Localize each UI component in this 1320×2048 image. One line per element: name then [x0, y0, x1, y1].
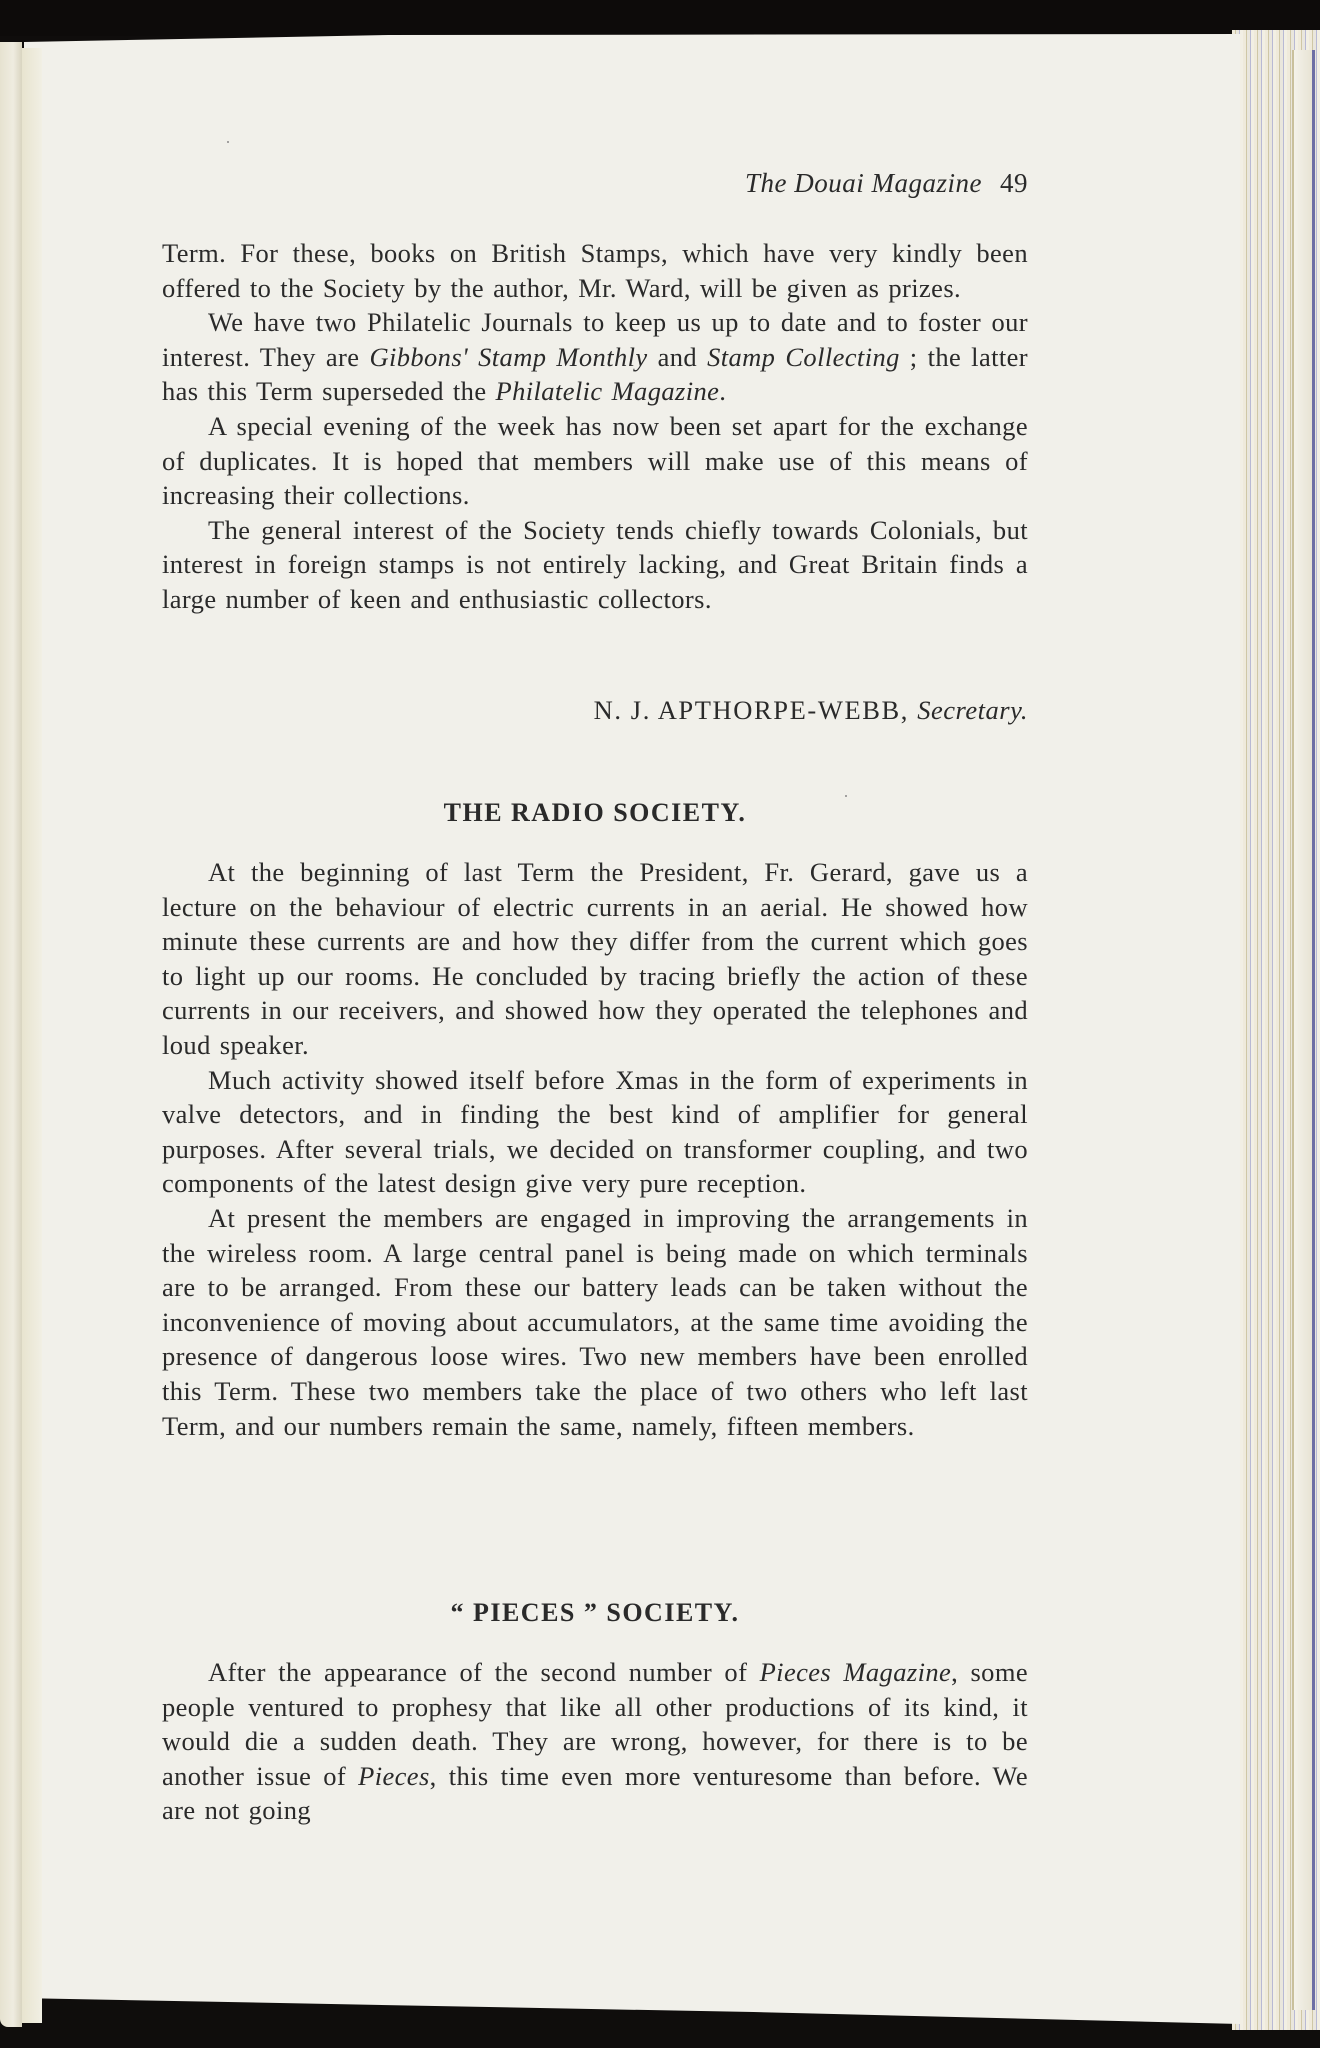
paragraph [162, 855, 1028, 1063]
magazine-title: The Douai Magazine [745, 168, 982, 198]
radio-society-text [162, 855, 1028, 1443]
radio-society-heading: THE RADIO SOCIETY. [443, 798, 747, 827]
italic-title: Gibbons' Stamp Monthly [369, 341, 648, 372]
text-run: Much activity showed itself before Xmas in the form of experiments in valve detectors, and in finding the best kind of amplifier for general purposes. After several trials, we decided on transformer coupling, and two components of the latest design give very pure reception. [162, 1064, 1028, 1199]
stacked-page-edges [1232, 30, 1320, 2030]
paragraph [162, 1655, 1028, 1828]
text-run: At the beginning of last Term the President, Fr. Gerard, gave us a lecture on the behaviour of electric currents in an aerial. He showed how minute these currents are and how they differ from the current which goes to light up our rooms. He concluded by tracing briefly the action of these currents in our receivers, and showed how they operated the telephones and loud speaker. [162, 857, 1028, 1060]
book-cover-edge [0, 0, 1320, 36]
text-run: At present the members are engaged in improving the arrangements in the wireless room. A large central panel is being made on which terminals are to be arranged. From these our battery leads can be taken without the inconvenience of moving about accumulators, at the same time avoiding the presence of dangerous loose wires. Two new members have been enrolled this Term. These two members take the place of two others who left last Term, and our numbers remain the same, namely, fifteen members. [162, 1202, 1028, 1441]
running-head [745, 168, 1028, 199]
text-run: , some people ventured to prophesy that like all other productions of its kind, it would die a sudden death. They are wrong, however, for there is to be another issue of [162, 1657, 1028, 1791]
text-run: After the appearance of the second number of [208, 1657, 760, 1687]
paragraph [162, 513, 1028, 617]
italic-title: Philatelic Magazine [495, 376, 720, 407]
paragraph [162, 1201, 1028, 1443]
paper-speck [845, 795, 847, 797]
pieces-society-heading: “ PIECES ” SOCIETY. [450, 1598, 740, 1627]
pieces-society-text [162, 1655, 1028, 1828]
text-run: ; the latter has this Term superseded the [162, 341, 1029, 407]
text-run: , this time even more venturesome than before. We are not going [162, 1760, 1028, 1826]
text-run: Term. For these, books on British Stamps, which have very kindly been offered to the Society by the author, Mr. Ward, will be given as prizes. [162, 238, 1028, 303]
italic-title: Pieces Magazine [759, 1657, 952, 1687]
italic-title: Pieces [358, 1760, 430, 1791]
signature-name: N. J. APTHORPE-WEBB, [593, 695, 910, 725]
text-run: and [647, 341, 708, 372]
secretary-signature [594, 695, 1028, 726]
paragraph [162, 409, 1028, 513]
paragraph [162, 305, 1028, 409]
page-gutter [22, 48, 42, 2023]
page-number: 49 [1000, 168, 1028, 198]
text-run: A special evening of the week has now been set apart for the exchange of duplicates. It is hoped that members will make use of this means of increasing their collections. [162, 410, 1028, 511]
text-run: . [719, 376, 727, 407]
text-run: We have two Philatelic Journals to keep us up to date and to foster our interest. They are [162, 307, 1028, 372]
paragraph [162, 236, 1028, 305]
philatelic-society-text [162, 236, 1028, 617]
facing-page-edge [0, 42, 22, 2027]
text-run: The general interest of the Society tends chiefly towards Colonials, but interest in foreign stamps is not entirely lacking, and Great Britain finds a large number of keen and enthusiastic collectors. [162, 514, 1028, 614]
paper-speck [227, 141, 229, 143]
italic-title: Stamp Collecting [707, 341, 900, 372]
signature-role: Secretary. [917, 695, 1028, 725]
paragraph [162, 1063, 1028, 1201]
